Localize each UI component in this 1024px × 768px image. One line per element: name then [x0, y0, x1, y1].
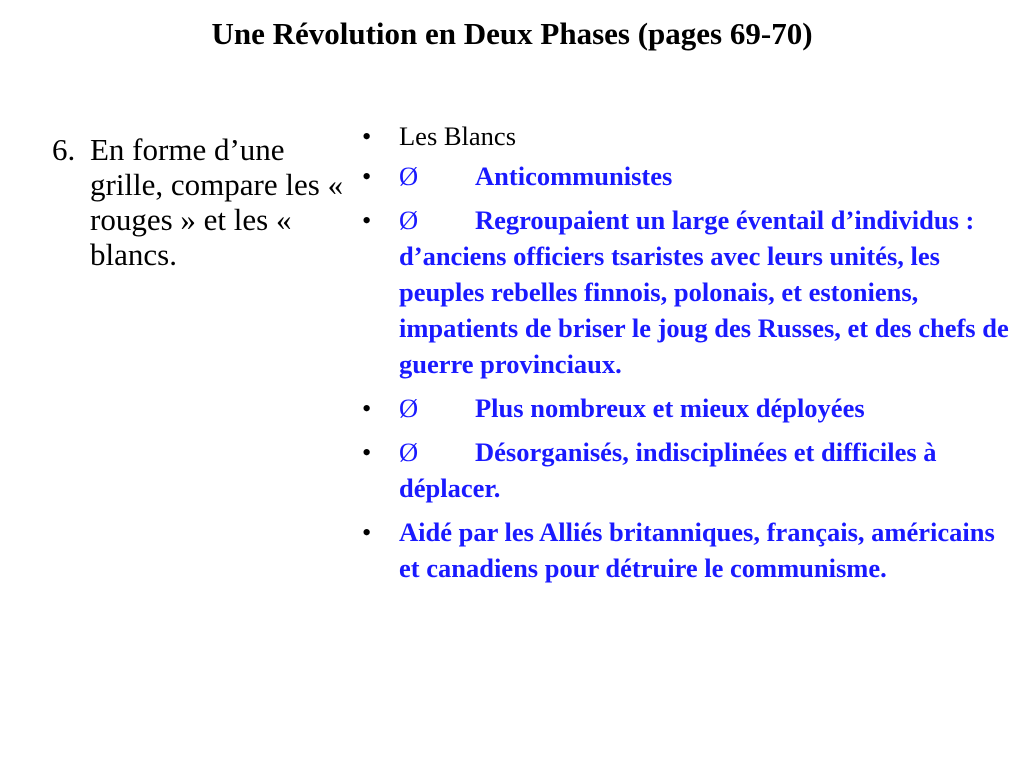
- bullet-list: [362, 118, 1012, 594]
- bullet-dot-icon: •: [362, 517, 372, 547]
- bullet-text: Les Blancs: [399, 121, 517, 151]
- bullet-text: Aidé par les Alliés britanniques, français, américains et canadiens pour détruire le communisme.: [399, 517, 995, 583]
- bullet-les-blancs: [362, 118, 1012, 154]
- bullet-text: Plus nombreux et mieux déployées: [475, 393, 865, 423]
- bullet-text: Anticommunistes: [475, 161, 673, 191]
- bullet-dot-icon: •: [362, 121, 372, 151]
- bullet-text: Désorganisés, indisciplinées et difficiles à déplacer.: [399, 437, 937, 503]
- question-item: [52, 132, 352, 272]
- slide-title: Une Révolution en Deux Phases (pages 69-70): [211, 16, 813, 51]
- question-text: En forme d’une grille, compare les « rouges » et les « blancs.: [90, 132, 344, 272]
- bullet-plus-nombreux: [362, 390, 1012, 426]
- bullet-aide-par-allies: [362, 514, 1012, 586]
- bullet-dot-icon: •: [362, 161, 372, 191]
- bullet-desorganises: [362, 434, 1012, 506]
- arrow-bullet-icon: Ø: [399, 161, 419, 191]
- bullet-dot-icon: •: [362, 393, 372, 423]
- bullet-dot-icon: •: [362, 205, 372, 235]
- question-number: 6.: [52, 132, 76, 167]
- bullet-dot-icon: •: [362, 437, 372, 467]
- arrow-bullet-icon: Ø: [399, 437, 419, 467]
- arrow-bullet-icon: Ø: [399, 205, 419, 235]
- bullet-text: Regroupaient un large éventail d’individus : d’anciens officiers tsaristes avec leurs unités, les peuples rebelles finnois, polonais, et estoniens, impatients de briser le joug des Russes, et des chefs de guerre provinciaux.: [399, 205, 1009, 379]
- bullet-regroupaient: [362, 202, 1012, 382]
- bullet-anticommunistes: [362, 158, 1012, 194]
- arrow-bullet-icon: Ø: [399, 393, 419, 423]
